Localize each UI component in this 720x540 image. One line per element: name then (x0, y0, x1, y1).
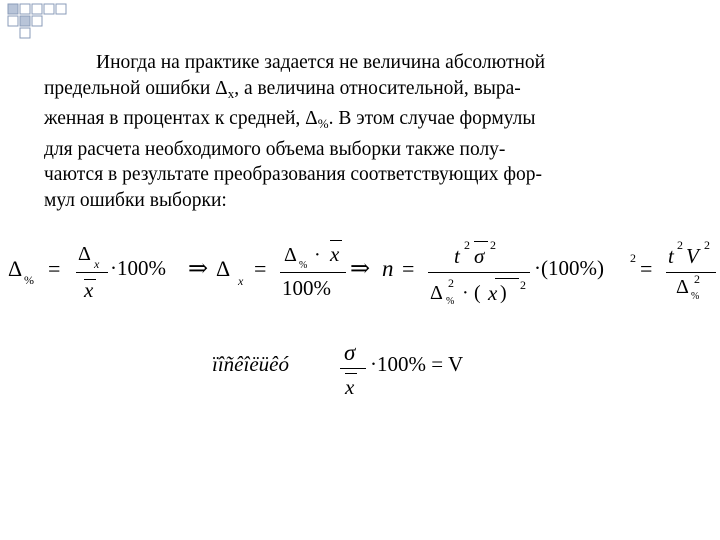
f1-frac4-line (666, 272, 716, 273)
f1-pct-sub4: % (691, 291, 700, 302)
f1-sigma-sq: 2 (490, 238, 496, 252)
f1-sigma: σ (474, 244, 485, 268)
f1-x-sub2: x (238, 274, 244, 288)
f1-x-sq: 2 (520, 278, 526, 292)
f1-pct-sub2: % (299, 260, 308, 271)
f1-t2-sq: 2 (677, 238, 683, 252)
garbled-text: ïîñêîëüêó (212, 352, 289, 376)
f1-frac3-line (428, 272, 530, 273)
f1-hundred1: ·100% (110, 256, 166, 280)
text-line-3b: . В этом случае формулы (328, 108, 536, 129)
f2-frac-line (340, 368, 366, 369)
f1-delta-den4: Δ (676, 276, 689, 298)
f1-delta-pct-num: Δ (284, 244, 297, 266)
text-sub-pct: % (317, 116, 329, 131)
f1-eq2: = (254, 256, 267, 281)
f1-frac2-line (280, 272, 346, 273)
f1-pct-paren: ·(100%) (534, 256, 604, 280)
f1-frac1-line (76, 272, 108, 273)
f1-n: n (382, 256, 394, 281)
text-line-1: Иногда на практике задается не величина абсолютной (96, 52, 546, 73)
decorative-squares (0, 0, 120, 45)
f1-delta-sq4: 2 (694, 272, 700, 286)
f2-xbar (345, 373, 357, 374)
f1-implies2: ⇒ (350, 256, 371, 282)
f1-delta: Δ (8, 256, 23, 281)
text-line-5: чаются в результате преобразования соответствующих фор- (44, 164, 543, 185)
f2-sigma: σ (344, 340, 356, 365)
f1-x-sub-num: x (94, 257, 100, 271)
f1-implies1: ⇒ (188, 256, 209, 282)
f1-delta-num: Δ (78, 243, 91, 265)
f1-pct-sq: 2 (630, 251, 636, 265)
f1-V: V (686, 244, 699, 268)
f1-xbar2 (330, 240, 342, 241)
text-sub-x: x (227, 85, 235, 101)
f1-t2: t (668, 244, 674, 268)
f1-t: t (454, 244, 460, 268)
f1-delta-den: Δ (430, 282, 443, 304)
f1-delta-x: Δ (216, 256, 231, 281)
text-line-6: мул ошибки выборки: (44, 189, 227, 211)
f1-pct-sub3: % (446, 296, 455, 307)
f2-x: x (345, 375, 355, 399)
f1-dot2: · (462, 282, 469, 304)
f1-eq1: = (48, 256, 61, 281)
f1-x-den3: x (488, 281, 498, 305)
f1-delta-sq: 2 (448, 276, 454, 290)
f1-t-sq: 2 (464, 238, 470, 252)
text-line-4: для расчета необходимого объема выборки также полу- (44, 138, 506, 160)
f1-eq4: = (640, 256, 653, 281)
f1-sigma-bar (474, 241, 488, 242)
f1-hundred2: 100% (282, 276, 331, 300)
f1-V-sq: 2 (704, 238, 710, 252)
body-paragraph (44, 50, 676, 213)
text-line-2b: , а величина относительной, выра- (234, 77, 521, 99)
f1-x-num2: x (330, 242, 340, 266)
text-line-3a: женная в процентах к средней, Δ (44, 108, 318, 129)
f1-pct-sub: % (24, 273, 34, 287)
f1-x-den: x (84, 278, 94, 302)
text-line-2a: предельной ошибки Δ (44, 77, 228, 99)
f1-xbar3 (495, 278, 519, 279)
f1-close-paren: ) (500, 282, 507, 304)
f1-open-paren: ( (474, 282, 481, 304)
f1-dot1: · (314, 244, 321, 266)
f1-eq3: = (402, 256, 415, 281)
f2-tail: ·100% = V (370, 352, 464, 376)
